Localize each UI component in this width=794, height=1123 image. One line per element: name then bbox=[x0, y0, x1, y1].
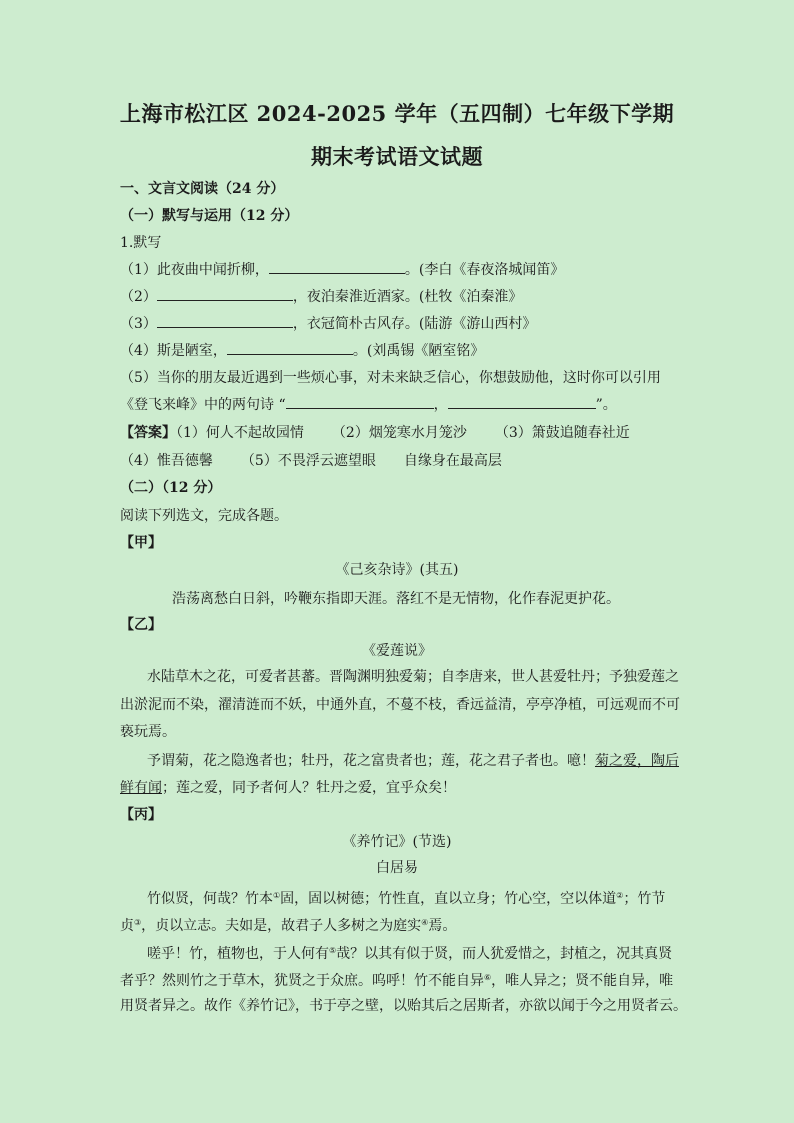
yi-para-1-line-2: 出淤泥而不染，濯清涟而不妖，中通外直，不蔓不枝，香远益清，亭亭净植，可远观而不可 bbox=[120, 697, 680, 713]
yi-para-1-line-3: 亵玩焉。 bbox=[120, 724, 176, 740]
bing-para-1-line-2 bbox=[120, 914, 456, 935]
answer-line-2 bbox=[120, 452, 502, 470]
answer-label: 【答案】 bbox=[120, 425, 176, 441]
answer-blank[interactable] bbox=[448, 396, 596, 409]
bing-text: ，贞以立志。夫如是，故君子人多树之为庭实 bbox=[141, 918, 422, 934]
bing-author: 白居易 bbox=[376, 860, 418, 876]
answer-3: （3）箫鼓追随春社近 bbox=[494, 425, 630, 441]
q1-1-suffix: 。(李白《春夜洛城闻笛》 bbox=[404, 262, 565, 278]
answer-blank[interactable] bbox=[157, 288, 293, 301]
bing-text: 焉。 bbox=[428, 918, 457, 934]
q1-5-suffix: ”。 bbox=[595, 397, 617, 413]
underlined-sentence-end: 鲜有闻 bbox=[120, 780, 162, 796]
yi-p2-text: 予谓菊，花之隐逸者也；牡丹，花之富贵者也；莲，花之君子者也。噫！ bbox=[147, 753, 595, 769]
bing-text: 固，固以树德；竹性直，直以立身；竹心空，空以体道 bbox=[280, 891, 617, 907]
answer-1: （1）何人不起故园情 bbox=[176, 425, 304, 441]
q1-2-prefix: （2） bbox=[120, 289, 157, 305]
bing-para-2-line-1 bbox=[147, 942, 672, 963]
answer-5b: 自缘身在最高层 bbox=[403, 453, 502, 469]
answer-blank[interactable] bbox=[269, 261, 405, 274]
bing-text: 哉？以其有似于贤，而人犹爱惜之，封植之，况其真贤 bbox=[336, 946, 673, 962]
title-line-2: 期末考试语文试题 bbox=[311, 144, 483, 169]
answer-4: （4）惟吾德馨 bbox=[120, 453, 213, 469]
footnote-marker: ⑥ bbox=[484, 973, 492, 982]
answer-5a: （5）不畏浮云遮望眼 bbox=[240, 453, 376, 469]
bing-para-2-line-2 bbox=[120, 969, 673, 990]
bing-text: 者乎？然则竹之于草木，犹贤之于众庶。呜呼！竹不能自异 bbox=[120, 973, 484, 989]
label-yi: 【乙】 bbox=[120, 617, 162, 633]
bing-para-2-line-3: 用贤者异之。故作《养竹记》，书于亭之壁，以贻其后之居斯者，亦欲以闻于今之用贤者云。 bbox=[120, 998, 687, 1014]
jia-title: 《己亥杂诗》(其五) bbox=[335, 562, 459, 578]
bing-text: ；竹节 bbox=[623, 891, 666, 907]
q1-4-prefix: （4）斯是陋室， bbox=[120, 343, 227, 359]
question-1-4 bbox=[120, 342, 484, 360]
q1-5-prefix: 《登飞来峰》中的两句诗 “ bbox=[120, 397, 286, 413]
footnote-marker: ① bbox=[273, 891, 281, 900]
q1-4-suffix: 。(刘禹锡《陋室铭》 bbox=[352, 343, 485, 359]
q1-3-suffix: ，衣冠简朴古风存。(陆游《游山西村》 bbox=[292, 316, 537, 332]
bing-title: 《养竹记》(节选) bbox=[342, 834, 452, 850]
yi-title: 《爱莲说》 bbox=[362, 643, 432, 659]
bing-text: 竹似贤，何哉？竹本 bbox=[147, 891, 273, 907]
label-jia: 【甲】 bbox=[120, 535, 162, 551]
part-heading-1: （一）默写与运用（12 分） bbox=[120, 208, 299, 224]
yi-para-1-line-1: 水陆草木之花，可爱者甚蕃。晋陶渊明独爱菊；自李唐来，世人甚爱牡丹；予独爱莲之 bbox=[147, 669, 679, 685]
yi-para-2-line-1 bbox=[147, 752, 679, 770]
answer-blank[interactable] bbox=[227, 342, 353, 355]
underlined-sentence: 菊之爱，陶后 bbox=[595, 753, 679, 769]
question-1-3 bbox=[120, 315, 536, 333]
bing-para-1-line-1 bbox=[147, 887, 665, 908]
jia-poem: 浩荡离愁白日斜，吟鞭东指即天涯。落红不是无情物，化作春泥更护花。 bbox=[172, 591, 620, 607]
part-heading-2: （二）（12 分） bbox=[120, 480, 222, 496]
answer-line-1 bbox=[120, 424, 630, 442]
footnote-marker: ④ bbox=[421, 918, 429, 927]
q1-3-prefix: （3） bbox=[120, 316, 157, 332]
footnote-marker: ② bbox=[616, 891, 624, 900]
yi-para-2-line-2 bbox=[120, 779, 456, 797]
question-1: 1.默写 bbox=[120, 235, 162, 251]
instruction: 阅读下列选文，完成各题。 bbox=[120, 508, 288, 524]
footnote-marker: ③ bbox=[134, 918, 142, 927]
title-line-1: 上海市松江区 2024-2025 学年（五四制）七年级下学期 bbox=[119, 101, 675, 126]
bing-text: 嗟乎！竹，植物也，于人何有 bbox=[147, 946, 329, 962]
q1-2-suffix: ，夜泊秦淮近酒家。(杜牧《泊秦淮》 bbox=[292, 289, 523, 305]
answer-blank[interactable] bbox=[286, 396, 434, 409]
footnote-marker: ⑤ bbox=[329, 946, 337, 955]
question-1-5-line-2 bbox=[120, 396, 617, 414]
answer-2: （2）烟笼寒水月笼沙 bbox=[331, 425, 467, 441]
question-1-5-line-1: （5）当你的朋友最近遇到一些烦心事，对未来缺乏信心，你想鼓励他，这时你可以引用 bbox=[120, 370, 661, 386]
q1-1-prefix: （1）此夜曲中闻折柳， bbox=[120, 262, 269, 278]
q1-5-middle: ， bbox=[433, 397, 448, 413]
question-1-2 bbox=[120, 288, 522, 306]
answer-blank[interactable] bbox=[157, 315, 293, 328]
question-1-1 bbox=[120, 261, 564, 279]
section-heading: 一、文言文阅读（24 分） bbox=[120, 181, 285, 197]
bing-text: ，唯人异之；贤不能自异，唯 bbox=[491, 973, 674, 989]
bing-text: 贞 bbox=[120, 918, 134, 934]
label-bing: 【丙】 bbox=[120, 807, 162, 823]
yi-p2-text-2: ；莲之爱，同予者何人？牡丹之爱，宜乎众矣！ bbox=[162, 780, 456, 796]
